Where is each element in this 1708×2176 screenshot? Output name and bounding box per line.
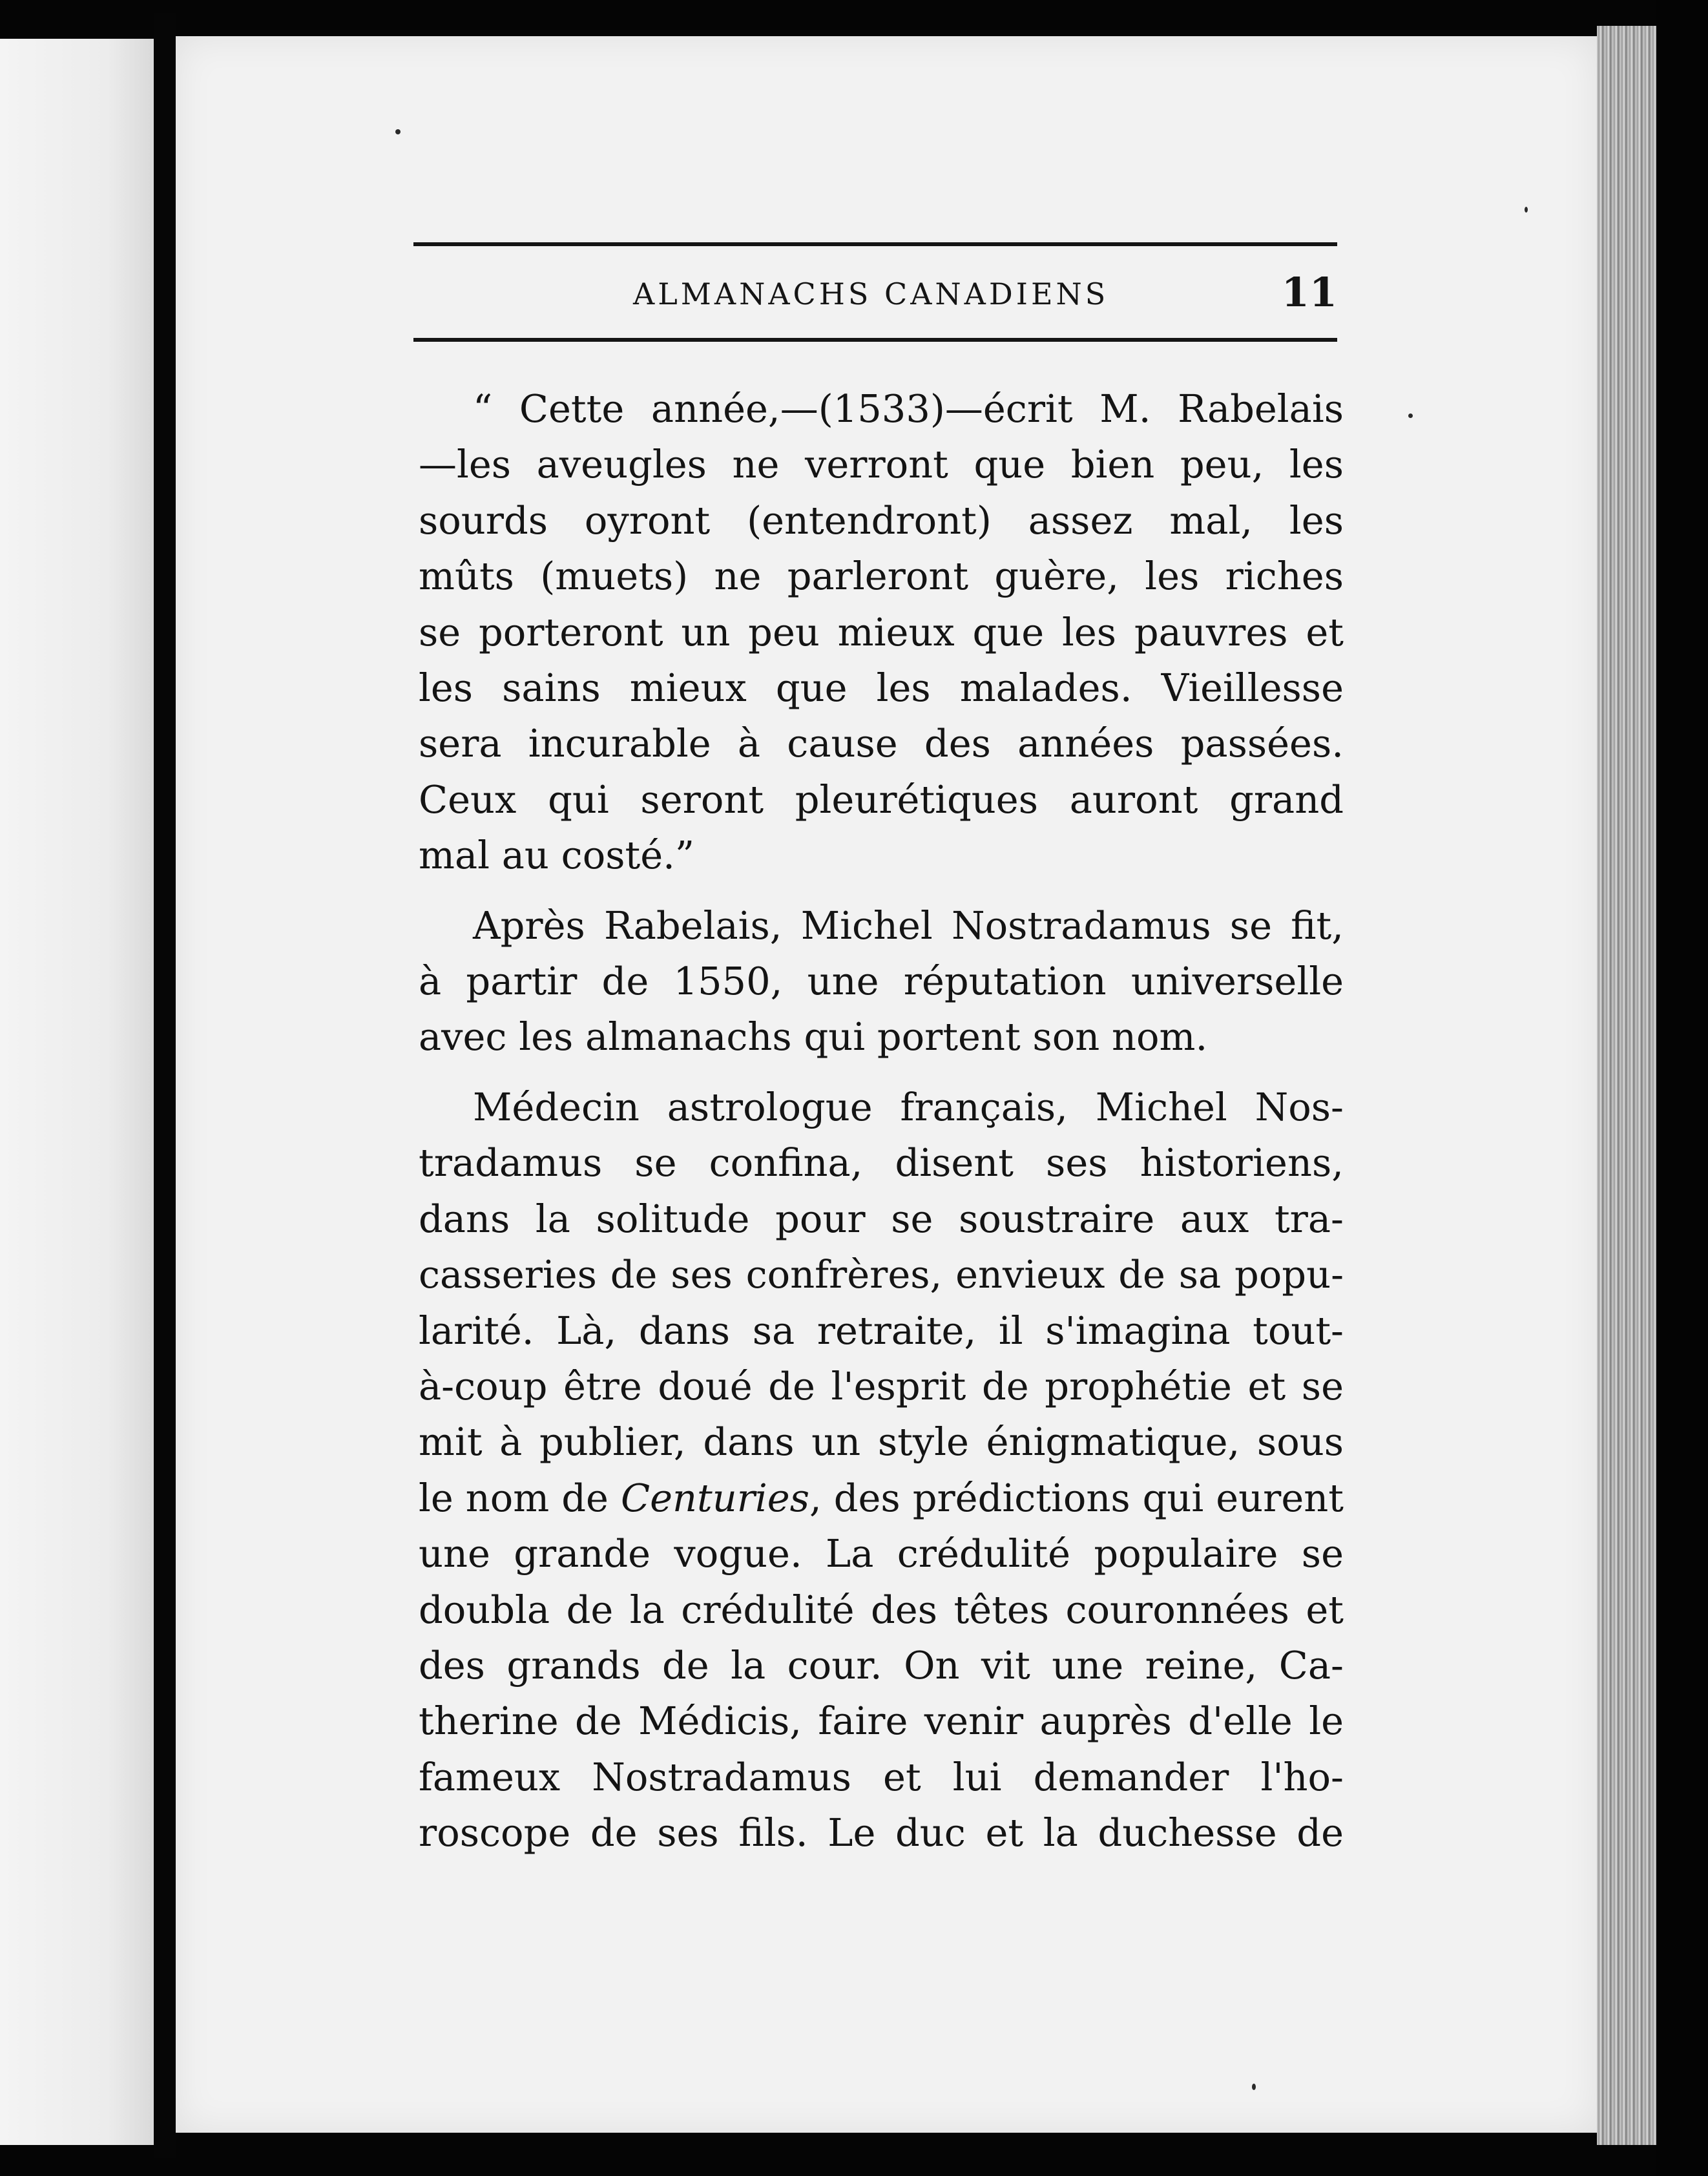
text-line: sera incurable à cause des années passées. (419, 721, 1344, 766)
text-line: casseries de ses confrères, envieux de sa popu- (419, 1252, 1344, 1297)
previous-page-edge (0, 39, 154, 2145)
text-line-with-italic (419, 1470, 1344, 1526)
text-line: les sains mieux que les malades. Vieillesse (419, 665, 1344, 711)
text-line: dans la solitude pour se soustraire aux tra- (419, 1196, 1344, 1241)
text-line: mal au costé.” (419, 833, 695, 878)
italic-title-centuries: Centuries (620, 1475, 809, 1520)
text-line: roscope de ses fils. Le duc et la duchesse de (419, 1810, 1344, 1856)
text-line: à-coup être doué de l'esprit de prophétie et se (419, 1363, 1344, 1408)
text-line: à partir de 1550, une réputation universelle (419, 959, 1344, 1004)
text-run: , des prédictions qui eurent (809, 1475, 1344, 1520)
print-speck (395, 129, 401, 134)
text-line: —les aveugles ne verront que bien peu, les (419, 442, 1344, 487)
text-line: fameux Nostradamus et lui demander l'ho- (419, 1754, 1344, 1799)
header-rule-bottom (413, 338, 1337, 342)
paragraph-rabelais-quote (419, 381, 1344, 884)
page-number: 11 (1281, 269, 1337, 316)
paragraph-nostradamus-intro (419, 898, 1344, 1065)
text-line: Ceux qui seront pleurétiques auront grand (419, 777, 1344, 822)
text-line: une grande vogue. La crédulité populaire se (419, 1531, 1344, 1576)
text-line: Médecin astrologue français, Michel Nos- (473, 1084, 1344, 1129)
print-speck (1252, 2084, 1256, 2090)
text-line: larité. Là, dans sa retraite, il s'imagina tout- (419, 1308, 1344, 1353)
text-line: sourds oyront (entendront) assez mal, les (419, 497, 1344, 543)
header-rule-top (413, 242, 1337, 246)
print-speck (1525, 207, 1528, 213)
text-line: tradamus se confina, disent ses historiens, (419, 1140, 1344, 1186)
text-line: “ Cette année,—(1533)—écrit M. Rabelais (473, 386, 1344, 431)
running-head-title: ALMANACHS CANADIENS (633, 277, 1109, 311)
paragraph-nostradamus-history (419, 1080, 1344, 1861)
text-line: des grands de la cour. On vit une reine, Ca- (419, 1642, 1344, 1688)
body-text (419, 381, 1344, 1861)
text-line: Après Rabelais, Michel Nostradamus se fit, (473, 903, 1344, 948)
book-spine (154, 13, 176, 2158)
text-line: doubla de la crédulité des têtes couronnées et (419, 1587, 1344, 1632)
text-line: se porteront un peu mieux que les pauvres et (419, 609, 1344, 654)
text-line: avec les almanachs qui portent son nom. (419, 1014, 1208, 1060)
running-head (413, 271, 1337, 323)
text-line: therine de Médicis, faire venir auprès d'elle le (419, 1699, 1344, 1744)
text-line: mûts (muets) ne parleront guère, les riches (419, 554, 1344, 599)
background-shadow (1656, 0, 1708, 2176)
text-line: mit à publier, dans un style énigmatique, sous (419, 1419, 1344, 1465)
page-fore-edge (1597, 26, 1656, 2145)
text-run: le nom de (419, 1475, 621, 1520)
print-speck (1408, 413, 1413, 418)
